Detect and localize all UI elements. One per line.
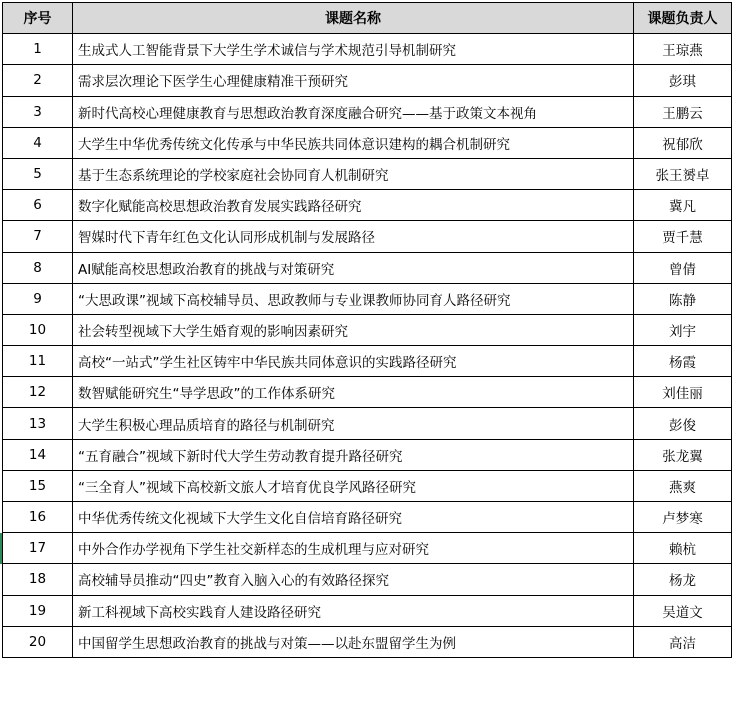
- row-owner-cell[interactable]: 刘佳丽: [634, 377, 732, 408]
- row-title-cell[interactable]: 高校辅导员推动“四史”教育入脑入心的有效路径探究: [73, 564, 634, 595]
- row-owner-cell[interactable]: 卢梦寒: [634, 502, 732, 533]
- row-title-cell[interactable]: 数智赋能研究生“导学思政”的工作体系研究: [73, 377, 634, 408]
- row-title-cell[interactable]: 基于生态系统理论的学校家庭社会协同育人机制研究: [73, 158, 634, 189]
- row-title-cell[interactable]: 中国留学生思想政治教育的挑战与对策——以赴东盟留学生为例: [73, 626, 634, 657]
- table-row: [3, 190, 732, 221]
- row-index-cell[interactable]: 11: [3, 346, 73, 377]
- table-row: [3, 408, 732, 439]
- row-owner-cell[interactable]: 曾倩: [634, 252, 732, 283]
- row-owner-cell[interactable]: 杨霞: [634, 346, 732, 377]
- row-title-cell[interactable]: “三全育人”视域下高校新文旅人才培育优良学风路径研究: [73, 470, 634, 501]
- table-row: [3, 252, 732, 283]
- row-title-cell[interactable]: 新时代高校心理健康教育与思想政治教育深度融合研究——基于政策文本视角: [73, 96, 634, 127]
- row-title-cell[interactable]: 中华优秀传统文化视域下大学生文化自信培育路径研究: [73, 502, 634, 533]
- row-index-cell[interactable]: 5: [3, 158, 73, 189]
- row-index-cell[interactable]: 15: [3, 470, 73, 501]
- row-index-cell[interactable]: 8: [3, 252, 73, 283]
- row-owner-cell[interactable]: 张龙翼: [634, 439, 732, 470]
- header-owner[interactable]: 课题负责人: [634, 3, 732, 34]
- row-index-cell[interactable]: 14: [3, 439, 73, 470]
- row-owner-cell[interactable]: 杨龙: [634, 564, 732, 595]
- row-index-cell[interactable]: 16: [3, 502, 73, 533]
- header-index[interactable]: 序号: [3, 3, 73, 34]
- table-row: [3, 564, 732, 595]
- table-row: [3, 595, 732, 626]
- row-owner-cell[interactable]: 彭琪: [634, 65, 732, 96]
- row-index-cell[interactable]: 4: [3, 127, 73, 158]
- row-index-cell[interactable]: 18: [3, 564, 73, 595]
- row-owner-cell[interactable]: 祝郁欣: [634, 127, 732, 158]
- row-title-cell[interactable]: 需求层次理论下医学生心理健康精准干预研究: [73, 65, 634, 96]
- row-index-cell[interactable]: 1: [3, 34, 73, 65]
- row-owner-cell[interactable]: 陈静: [634, 283, 732, 314]
- row-title-cell[interactable]: 大学生积极心理品质培育的路径与机制研究: [73, 408, 634, 439]
- project-table: [2, 2, 732, 658]
- row-index-cell[interactable]: 17: [3, 533, 73, 564]
- row-index-cell[interactable]: 12: [3, 377, 73, 408]
- table-row: [3, 127, 732, 158]
- row-title-cell[interactable]: 社会转型视域下大学生婚育观的影响因素研究: [73, 314, 634, 345]
- row-title-cell[interactable]: “大思政课”视域下高校辅导员、思政教师与专业课教师协同育人路径研究: [73, 283, 634, 314]
- row-owner-cell[interactable]: 冀凡: [634, 190, 732, 221]
- row-index-cell[interactable]: 3: [3, 96, 73, 127]
- row-title-cell[interactable]: 生成式人工智能背景下大学生学术诚信与学术规范引导机制研究: [73, 34, 634, 65]
- table-row: [3, 377, 732, 408]
- row-title-cell[interactable]: 新工科视域下高校实践育人建设路径研究: [73, 595, 634, 626]
- table-row: [3, 439, 732, 470]
- row-title-cell[interactable]: AI赋能高校思想政治教育的挑战与对策研究: [73, 252, 634, 283]
- row-owner-cell[interactable]: 王鹏云: [634, 96, 732, 127]
- row-index-cell[interactable]: 2: [3, 65, 73, 96]
- row-owner-cell[interactable]: 彭俊: [634, 408, 732, 439]
- table-row: [3, 221, 732, 252]
- row-title-cell[interactable]: 中外合作办学视角下学生社交新样态的生成机理与应对研究: [73, 533, 634, 564]
- table-row: [3, 158, 732, 189]
- row-title-cell[interactable]: 高校“一站式”学生社区铸牢中华民族共同体意识的实践路径研究: [73, 346, 634, 377]
- row-index-cell[interactable]: 20: [3, 626, 73, 657]
- row-owner-cell[interactable]: 吴道文: [634, 595, 732, 626]
- table-row: [3, 34, 732, 65]
- row-index-cell[interactable]: 13: [3, 408, 73, 439]
- table-row: [3, 346, 732, 377]
- row-title-cell[interactable]: 智媒时代下青年红色文化认同形成机制与发展路径: [73, 221, 634, 252]
- table-row: [3, 96, 732, 127]
- row-index-cell[interactable]: 6: [3, 190, 73, 221]
- row-title-cell[interactable]: 数字化赋能高校思想政治教育发展实践路径研究: [73, 190, 634, 221]
- table-row: [3, 65, 732, 96]
- row-owner-cell[interactable]: 王琼燕: [634, 34, 732, 65]
- row-owner-cell[interactable]: 赖杭: [634, 533, 732, 564]
- row-owner-cell[interactable]: 刘宇: [634, 314, 732, 345]
- table-row: [3, 283, 732, 314]
- row-owner-cell[interactable]: 燕爽: [634, 470, 732, 501]
- header-title[interactable]: 课题名称: [73, 3, 634, 34]
- row-title-cell[interactable]: “五育融合”视域下新时代大学生劳动教育提升路径研究: [73, 439, 634, 470]
- table-row: [3, 533, 732, 564]
- table-row: [3, 626, 732, 657]
- row-index-cell[interactable]: 10: [3, 314, 73, 345]
- table-row: [3, 470, 732, 501]
- row-owner-cell[interactable]: 贾千慧: [634, 221, 732, 252]
- table-row: [3, 314, 732, 345]
- row-title-cell[interactable]: 大学生中华优秀传统文化传承与中华民族共同体意识建构的耦合机制研究: [73, 127, 634, 158]
- row-owner-cell[interactable]: 高洁: [634, 626, 732, 657]
- header-row: [3, 3, 732, 34]
- table-row: [3, 502, 732, 533]
- row-index-cell[interactable]: 19: [3, 595, 73, 626]
- row-index-cell[interactable]: 7: [3, 221, 73, 252]
- row-owner-cell[interactable]: 张王赟卓: [634, 158, 732, 189]
- row-index-cell[interactable]: 9: [3, 283, 73, 314]
